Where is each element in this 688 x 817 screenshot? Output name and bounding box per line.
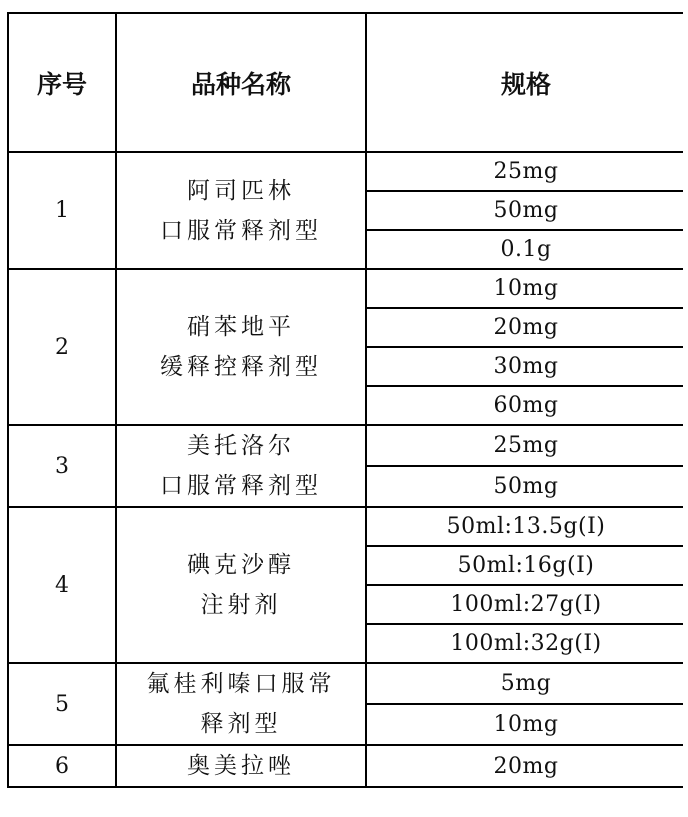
- drug-name-line: 氟桂利嗪口服常: [146, 671, 336, 697]
- drug-spec-table: [7, 12, 687, 788]
- drug-name-line: 注射剂: [200, 592, 282, 618]
- drug-name-line: 碘克沙醇: [187, 552, 295, 578]
- spec-cell: 25mg: [366, 425, 686, 466]
- spec-cell: 10mg: [366, 269, 686, 308]
- drug-name-cell: [116, 425, 366, 507]
- drug-name-line: 奥美拉唑: [187, 753, 295, 779]
- spec-cell: 50ml:13.5g(I): [366, 507, 686, 546]
- table-row: [8, 507, 686, 546]
- spec-cell: 20mg: [366, 308, 686, 347]
- table-row: [8, 269, 686, 308]
- drug-name-cell: [116, 507, 366, 663]
- drug-name-line: 释剂型: [200, 711, 282, 737]
- table-row: [8, 745, 686, 787]
- spec-cell: 0.1g: [366, 230, 686, 269]
- seq-cell: 2: [8, 269, 116, 425]
- drug-name-line: 硝苯地平: [187, 314, 295, 340]
- drug-name-line: 阿司匹林: [187, 177, 295, 204]
- header-seq: 序号: [8, 13, 116, 152]
- spec-cell: 50mg: [366, 466, 686, 507]
- seq-cell: 4: [8, 507, 116, 663]
- drug-name-line: 美托洛尔: [187, 433, 295, 459]
- drug-name-cell: [116, 745, 366, 787]
- header-spec: 规格: [366, 13, 686, 152]
- spec-cell: 10mg: [366, 704, 686, 745]
- spec-cell: 5mg: [366, 663, 686, 704]
- seq-cell: 6: [8, 745, 116, 787]
- seq-cell: 3: [8, 425, 116, 507]
- table-row: [8, 152, 686, 191]
- spec-cell: 25mg: [366, 152, 686, 191]
- drug-name-line: 口服常释剂型: [160, 473, 322, 499]
- table-row: [8, 425, 686, 466]
- header-name: 品种名称: [116, 13, 366, 152]
- header-row: [8, 13, 686, 152]
- drug-name-line: 缓释控释剂型: [160, 354, 322, 380]
- spec-cell: 20mg: [366, 745, 686, 787]
- spec-cell: 50ml:16g(I): [366, 546, 686, 585]
- drug-name-cell: [116, 152, 366, 269]
- table-row: [8, 663, 686, 704]
- spec-cell: 50mg: [366, 191, 686, 230]
- seq-cell: 1: [8, 152, 116, 269]
- page-edge: [683, 12, 688, 817]
- spec-cell: 100ml:27g(I): [366, 585, 686, 624]
- spec-cell: 100ml:32g(I): [366, 624, 686, 663]
- drug-name-cell: [116, 269, 366, 425]
- drug-name-line: 口服常释剂型: [160, 217, 322, 244]
- spec-cell: 30mg: [366, 347, 686, 386]
- spec-cell: 60mg: [366, 386, 686, 425]
- drug-name-cell: [116, 663, 366, 745]
- seq-cell: 5: [8, 663, 116, 745]
